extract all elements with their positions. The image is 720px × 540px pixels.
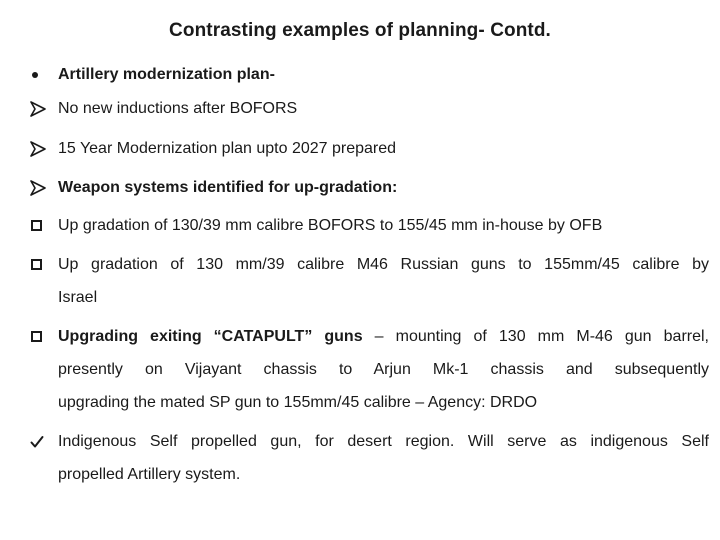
list-item-line: propelled Artillery system. — [58, 466, 241, 483]
arrow-bullet-icon — [30, 92, 50, 125]
list-item-line — [58, 320, 709, 353]
list-item-rest-text: – mounting of 130 mm M-46 gun barrel, — [362, 328, 709, 345]
checkbox-bullet-icon — [30, 320, 50, 353]
list-item-text: 15 Year Modernization plan upto 2027 prepared — [58, 140, 397, 157]
list-item-line: presently on Vijayant chassis to Arjun Mk-1 chassis and subsequently — [58, 361, 709, 378]
list-item-text: Up gradation of 130/39 mm calibre BOFORS to 155/45 mm in-house by OFB — [58, 217, 603, 234]
list-item-bold-text: Upgrading exiting “CATAPULT” guns — [58, 328, 363, 345]
list-item — [30, 425, 710, 491]
list-item-line: Israel — [58, 289, 98, 306]
list-item-text: Artillery modernization plan- — [58, 66, 275, 83]
list-item-text: No new inductions after BOFORS — [58, 100, 298, 117]
list-item-text: Weapon systems identified for up-gradation: — [58, 179, 398, 196]
list-item — [30, 92, 710, 125]
checkbox-bullet-icon — [30, 209, 50, 242]
slide-title: Contrasting examples of planning- Contd. — [169, 20, 551, 41]
arrow-bullet-icon — [30, 171, 50, 204]
list-item-line: Indigenous Self propelled gun, for desert region. Will serve as indigenous Self — [58, 433, 709, 450]
list-item — [30, 209, 710, 242]
checkbox-bullet-icon — [30, 248, 50, 281]
checkmark-bullet-icon — [30, 425, 50, 458]
list-item-line: Up gradation of 130 mm/39 calibre M46 Russian guns to 155mm/45 calibre by — [58, 256, 709, 273]
list-item — [30, 171, 710, 204]
list-item — [30, 248, 710, 314]
list-item — [30, 132, 710, 165]
list-item-line: upgrading the mated SP gun to 155mm/45 calibre – Agency: DRDO — [58, 394, 538, 411]
list-item — [30, 58, 710, 91]
bullet-dot-icon — [30, 58, 50, 91]
arrow-bullet-icon — [30, 132, 50, 165]
list-item — [30, 320, 710, 419]
